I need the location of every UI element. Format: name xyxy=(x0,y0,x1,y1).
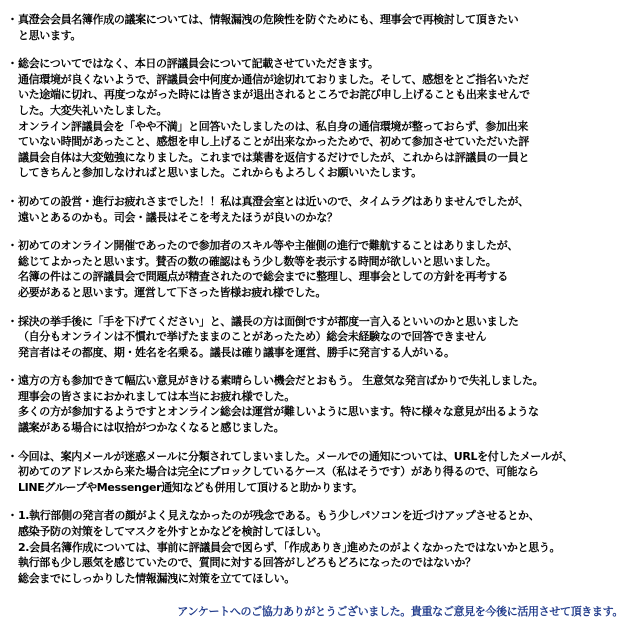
comment-item xyxy=(4,56,623,181)
comment-line: 通信環境が良くないようで、評議員会中何度か通信が途切れておりました。そして、感想をとご指名いただ xyxy=(18,72,529,86)
comment-text xyxy=(18,238,623,300)
comment-line: 議員会自体は大変勉強になりました。これまでは葉書を返信するだけでしたが、これからは評議員の一員と xyxy=(18,150,530,164)
bullet-mark: ・ xyxy=(7,314,18,328)
comment-item xyxy=(4,508,623,586)
comment-line: 多くの方が参加するようですとオンライン総会は運営が難しいように思います。特に様々な意見が出るような xyxy=(18,405,539,419)
comment-text xyxy=(18,194,623,225)
comment-text xyxy=(18,314,623,361)
comment-line: 遠いとあるのかも。司会・議長はそこを考えたほうが良いのかな？ xyxy=(18,210,338,224)
comment-line: LINEグループやMessenger通知なども併用して頂けると助かります。 xyxy=(18,480,363,494)
comment-text xyxy=(18,508,623,586)
bullet-mark: ・ xyxy=(7,194,18,208)
comment-line: 総会についてではなく、本日の評議員会について記載させていただきます。 xyxy=(18,57,379,71)
comment-line: 理事会の皆さまにおかれましては本当にお疲れ様でした。 xyxy=(18,389,295,403)
comment-line: した。大変失礼いたしました。 xyxy=(18,103,168,117)
comment-line: 議案がある場合には収拾がつかなくなると感じました。 xyxy=(18,421,285,435)
comment-line: オンライン評議員会を「やや不満」と回答いたしましたのは、私自身の通信環境が整っておらず、参加出来 xyxy=(18,119,528,133)
comment-line: いた途端に切れ、再度つながった時には皆さまが退出されるところでお詫び申し上げることも出来ませんで xyxy=(18,88,530,102)
thank-you-footer: アンケートへのご協力ありがとうございました。貴重なご意見を今後に活用させて頂きます。 xyxy=(177,605,623,618)
comment-line: 初めてのアドレスから来た場合は完全にブロックしているケース（私はそうです）があり得るので、可能なら xyxy=(18,465,539,479)
comment-item xyxy=(4,12,623,43)
comment-list xyxy=(4,12,623,586)
bullet-mark: ・ xyxy=(7,57,18,71)
comment-text xyxy=(18,56,623,181)
bullet-mark: ・ xyxy=(7,374,18,388)
comment-line: 総会までにしっかりした情報漏洩に対策を立ててほしい。 xyxy=(18,571,295,585)
comment-line: （自分もオンラインは不慣れで挙げたままのことがあったため）総会未経験なので回答できません xyxy=(18,330,487,344)
comment-line: 執行部も少し悪気を感じていたので、質問に対する回答がしどろもどろになったのではないか？ xyxy=(18,556,476,570)
comment-item xyxy=(4,314,623,361)
comment-item xyxy=(4,373,623,435)
bullet-mark: ・ xyxy=(7,509,18,523)
comment-line: と思います。 xyxy=(18,28,82,42)
comment-text xyxy=(18,449,623,496)
bullet-mark: ・ xyxy=(7,239,18,253)
bullet-mark: ・ xyxy=(7,449,18,463)
comment-line: 感染予防の対策をしてマスクを外すとかなどを検討してほしい。 xyxy=(18,525,327,539)
comment-line: 真澄会会員名簿作成の議案については、情報漏洩の危険性を防ぐためにも、理事会で再検討して頂きたい xyxy=(18,13,519,26)
comment-line: 発言者はその都度、期・姓名を名乗る。議長は確り議事を運営、勝手に発言する人がいる。 xyxy=(18,345,455,359)
comment-item xyxy=(4,238,623,300)
comment-line: 必要があると思います。運営して下さった皆様お疲れ様でした。 xyxy=(18,285,326,299)
comment-item xyxy=(4,194,623,225)
comment-text xyxy=(18,12,623,43)
comment-line: 2.会員名簿作成については、事前に評議員会で図らず、｢作成ありき｣進めたのがよくなかったではないかと思う。 xyxy=(18,540,561,554)
comment-line: 遠方の方も参加できて幅広い意見がきける素晴らしい機会だとおもう。 生意気な発言ばかりで失礼しました。 xyxy=(18,374,544,388)
comment-line: 今回は、案内メールが迷惑メールに分類されてしまいました。メールでの通知については、URLを付したメールが、 xyxy=(18,449,573,463)
comment-line: してきちんと参加しなければと思いました。これからもよろしくお願いいたします。 xyxy=(18,166,422,180)
comment-line: 名簿の件はこの評議員会で問題点が精査されたので総会までに整理し、理事会としての方針を再考する xyxy=(18,270,508,284)
comment-text xyxy=(18,373,623,435)
comment-line: 初めてのオンライン開催であったので参加者のスキル等や主催側の進行で難航することはありましたが、 xyxy=(18,239,518,253)
comment-line: 総じてよかったと思います。賛否の数の確認はもう少し数等を表示する時間が欲しいと思いました。 xyxy=(18,254,497,268)
comment-line: 採決の挙手後に「手を下げてください」と、議長の方は面倒ですが都度一言入るといいのかと思いました xyxy=(18,314,519,328)
bullet-mark: ・ xyxy=(7,13,18,26)
comment-item xyxy=(4,449,623,496)
comment-line: 1.執行部側の発言者の顔がよく見えなかったのが残念である。もう少しパソコンを近づけアップさせるとか、 xyxy=(18,509,540,523)
comment-line: 初めての設営・進行お疲れさまでした！！私は真澄会室とは近いので、タイムラグはありませんでしたが、 xyxy=(18,194,529,208)
comment-line: ていない時間があったこと、感想を申し上げることが出来なかったためで、初めて参加させていただいた評 xyxy=(18,135,529,149)
